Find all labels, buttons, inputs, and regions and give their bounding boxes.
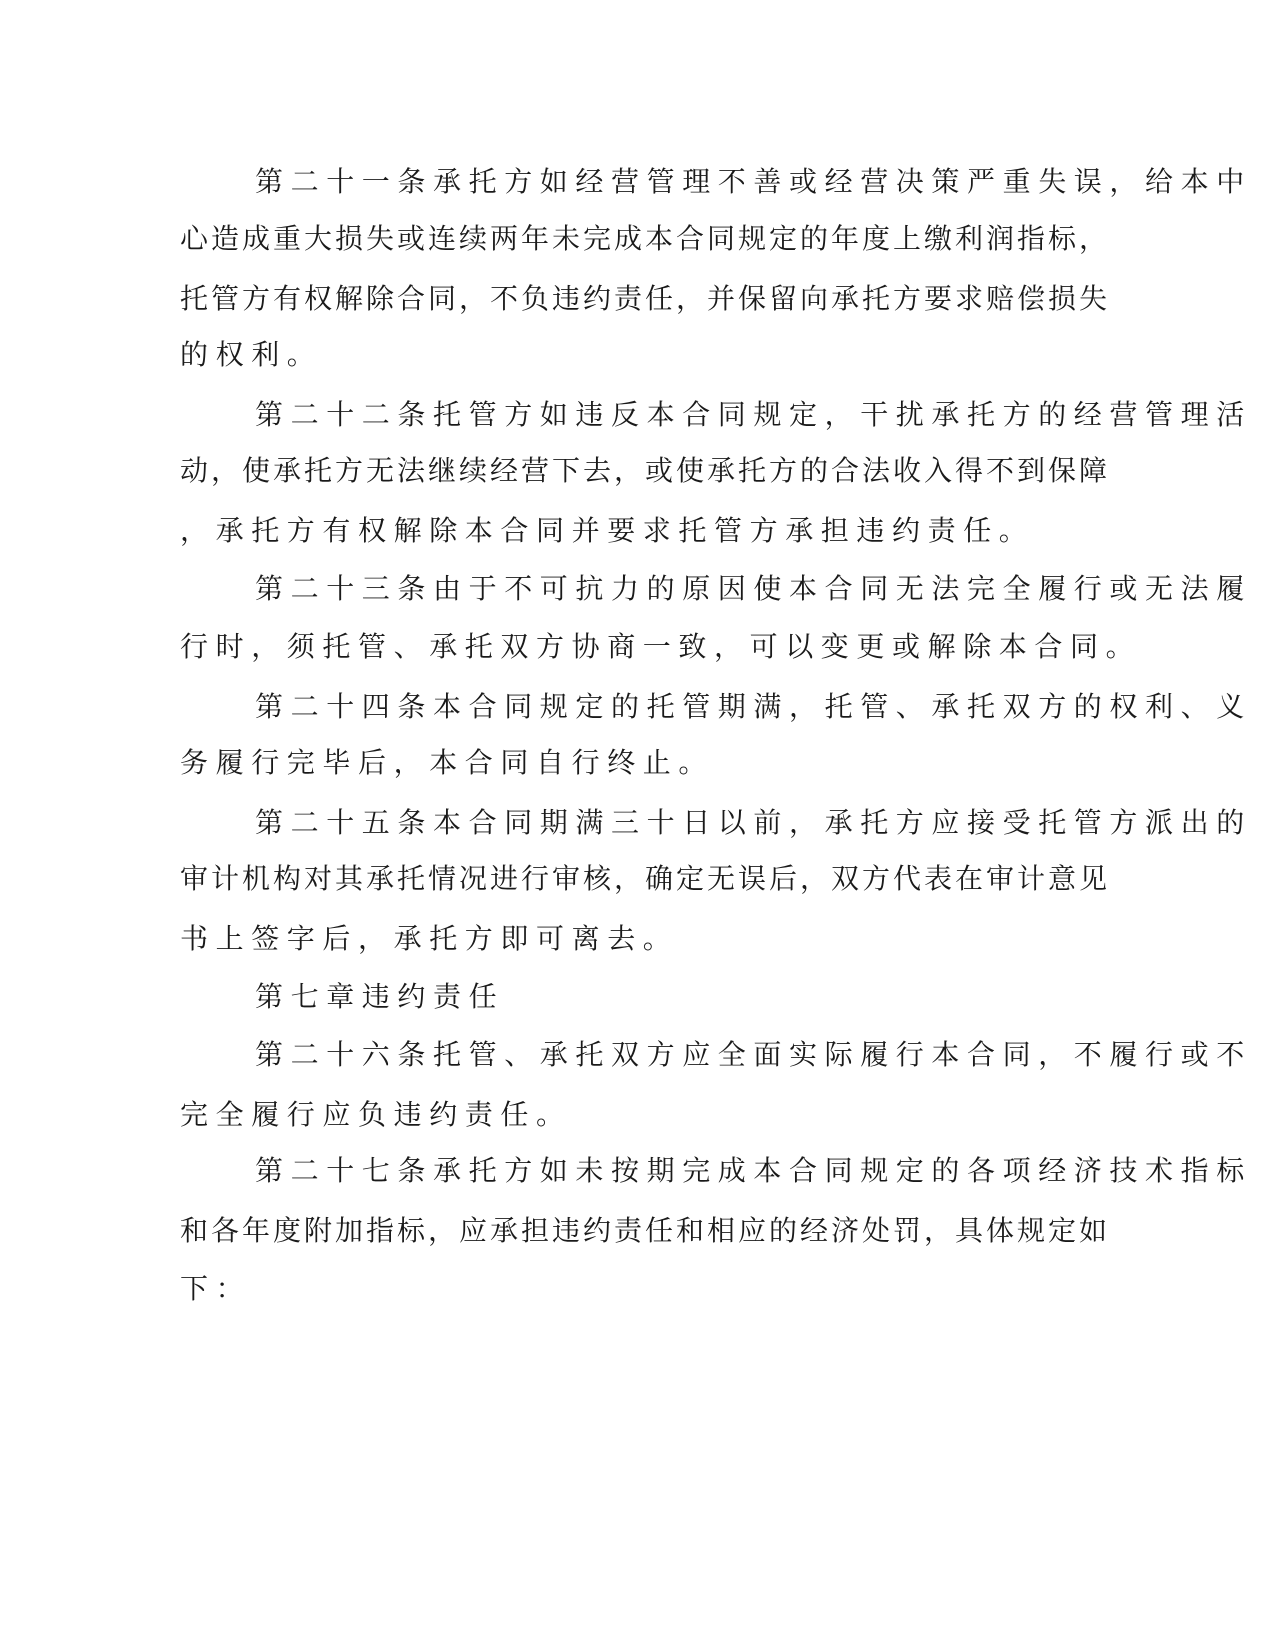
article-23-line-1: 第二十三条由于不可抗力的原因使本合同无法完全履行或无法履 — [255, 572, 1252, 605]
article-24-line-2: 务履行完毕后，本合同自行终止。 — [180, 746, 715, 779]
article-22-line-3: ，承托方有权解除本合同并要求托管方承担违约责任。 — [180, 514, 1035, 547]
article-26-line-1: 第二十六条托管、承托双方应全面实际履行本合同，不履行或不 — [255, 1038, 1252, 1071]
article-27-line-2: 和各年度附加指标，应承担违约责任和相应的经济处罚，具体规定如 — [180, 1214, 1111, 1247]
article-26-line-2: 完全履行应负违约责任。 — [180, 1098, 572, 1131]
article-21-line-3: 托管方有权解除合同，不负违约责任，并保留向承托方要求赔偿损失 — [180, 282, 1111, 315]
chapter-heading: 第七章违约责任 — [255, 980, 505, 1013]
article-23-line-2: 行时，须托管、承托双方协商一致，可以变更或解除本合同。 — [180, 630, 1142, 663]
article-27-line-3: 下： — [180, 1272, 252, 1305]
article-21-line-2: 心造成重大损失或连续两年未完成本合同规定的年度上缴利润指标， — [180, 222, 1111, 255]
article-22-line-1: 第二十二条托管方如违反本合同规定，干扰承托方的经营管理活 — [255, 398, 1252, 431]
article-25-line-1: 第二十五条本合同期满三十日以前，承托方应接受托管方派出的 — [255, 806, 1252, 839]
article-24-line-1: 第二十四条本合同规定的托管期满，托管、承托双方的权利、义 — [255, 690, 1252, 723]
article-27-line-1: 第二十七条承托方如未按期完成本合同规定的各项经济技术指标 — [255, 1154, 1252, 1187]
article-22-line-2: 动，使承托方无法继续经营下去，或使承托方的合法收入得不到保障 — [180, 454, 1111, 487]
article-21-line-4: 的权利。 — [180, 338, 323, 371]
article-21-line-1: 第二十一条承托方如经营管理不善或经营决策严重失误，给本中 — [255, 165, 1252, 198]
article-25-line-2: 审计机构对其承托情况进行审核，确定无误后，双方代表在审计意见 — [180, 862, 1111, 895]
article-25-line-3: 书上签字后，承托方即可离去。 — [180, 922, 679, 955]
